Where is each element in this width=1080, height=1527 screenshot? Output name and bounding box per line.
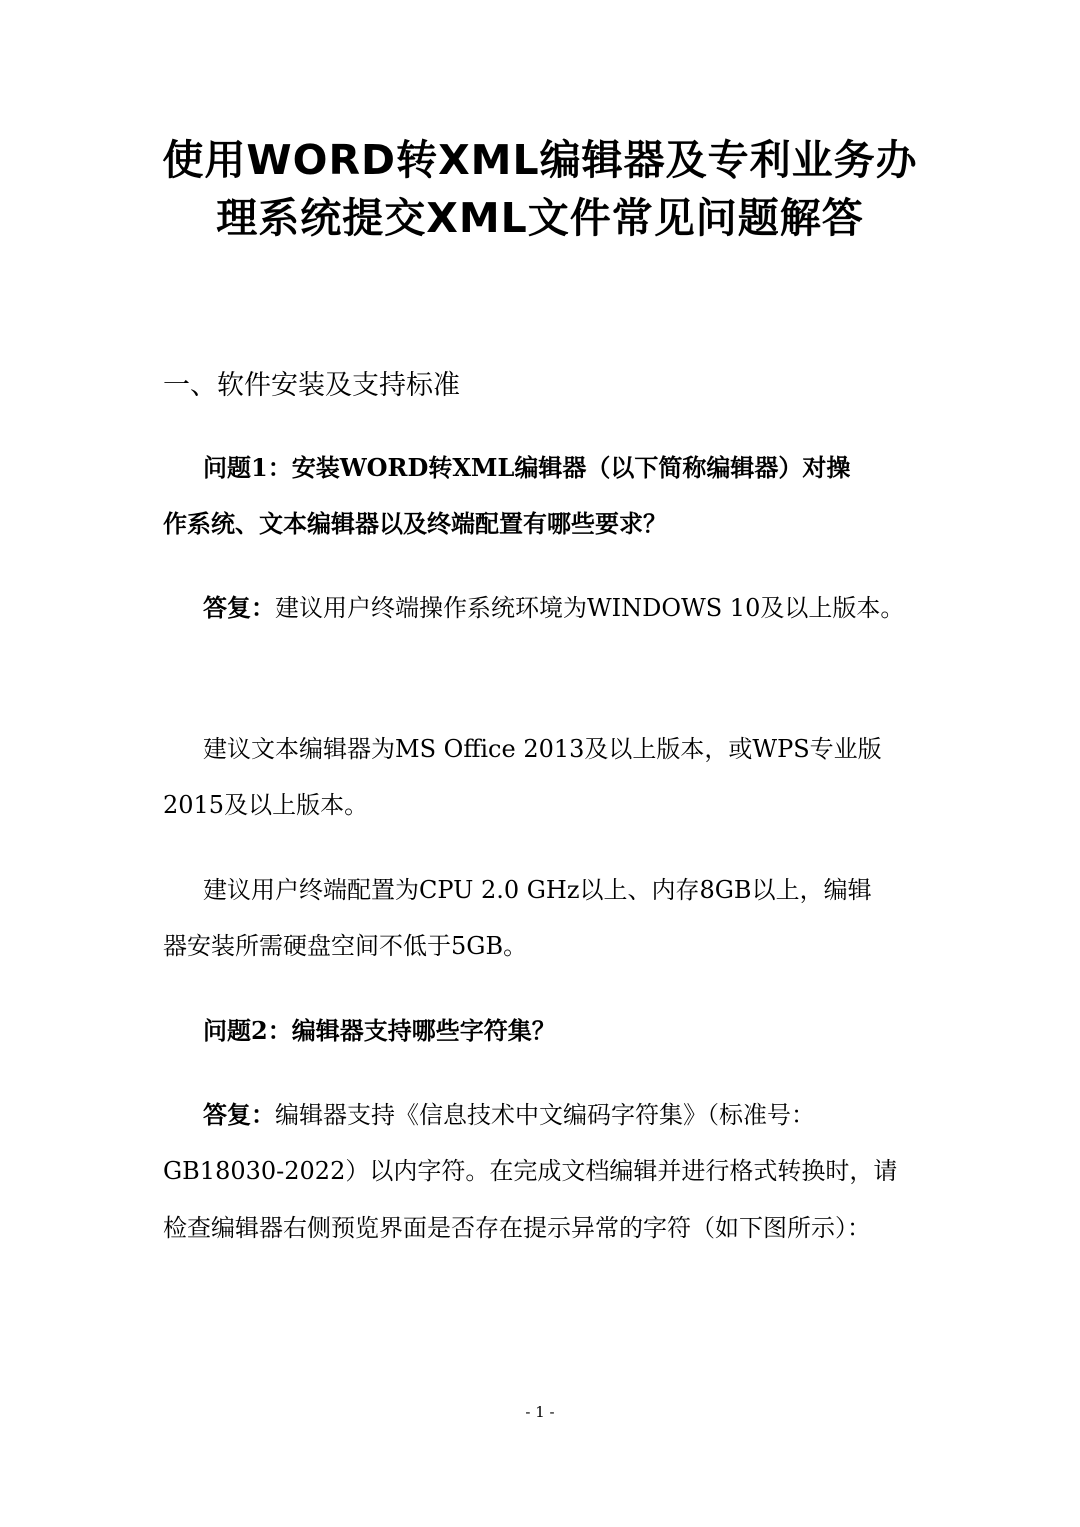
answer-1-text: 建议用户终端操作系统环境为WINDOWS 10及以上版本。 bbox=[275, 594, 905, 622]
answer-2-text-line-1: 编辑器支持《信息技术中文编码字符集》（标准号： bbox=[275, 1101, 815, 1129]
editor-requirement-line-1: 建议文本编辑器为MS Office 2013及以上版本，或WPS专业版 bbox=[203, 735, 882, 763]
document-title-line-2: 理系统提交XML文件常见问题解答 bbox=[216, 194, 864, 242]
answer-2-line-2: GB18030-2022）以内字符。在完成文档编辑并进行格式转换时，请 bbox=[163, 1157, 898, 1185]
question-1-line-2: 作系统、文本编辑器以及终端配置有哪些要求？ bbox=[163, 509, 667, 538]
answer-label: 答复： bbox=[203, 1100, 275, 1129]
terminal-config-line-1: 建议用户终端配置为CPU 2.0 GHz以上、内存8GB以上，编辑 bbox=[203, 876, 872, 904]
answer-1 bbox=[203, 590, 904, 626]
answer-2-line-1 bbox=[203, 1097, 815, 1133]
question-1-line-1: 问题1：安装WORD转XML编辑器（以下简称编辑器）对操 bbox=[203, 453, 851, 482]
section-heading-software-installation: 一、软件安装及支持标准 bbox=[163, 370, 460, 401]
answer-2-line-3: 检查编辑器右侧预览界面是否存在提示异常的字符（如下图所示）： bbox=[163, 1214, 871, 1242]
terminal-config-line-2: 器安装所需硬盘空间不低于5GB。 bbox=[163, 932, 528, 960]
question-2: 问题2：编辑器支持哪些字符集？ bbox=[203, 1016, 556, 1045]
editor-requirement-line-2: 2015及以上版本。 bbox=[163, 791, 369, 819]
document-title-line-1: 使用WORD转XML编辑器及专利业务办 bbox=[162, 136, 918, 184]
page-number: - 1 - bbox=[525, 1403, 555, 1421]
answer-label: 答复： bbox=[203, 593, 275, 622]
